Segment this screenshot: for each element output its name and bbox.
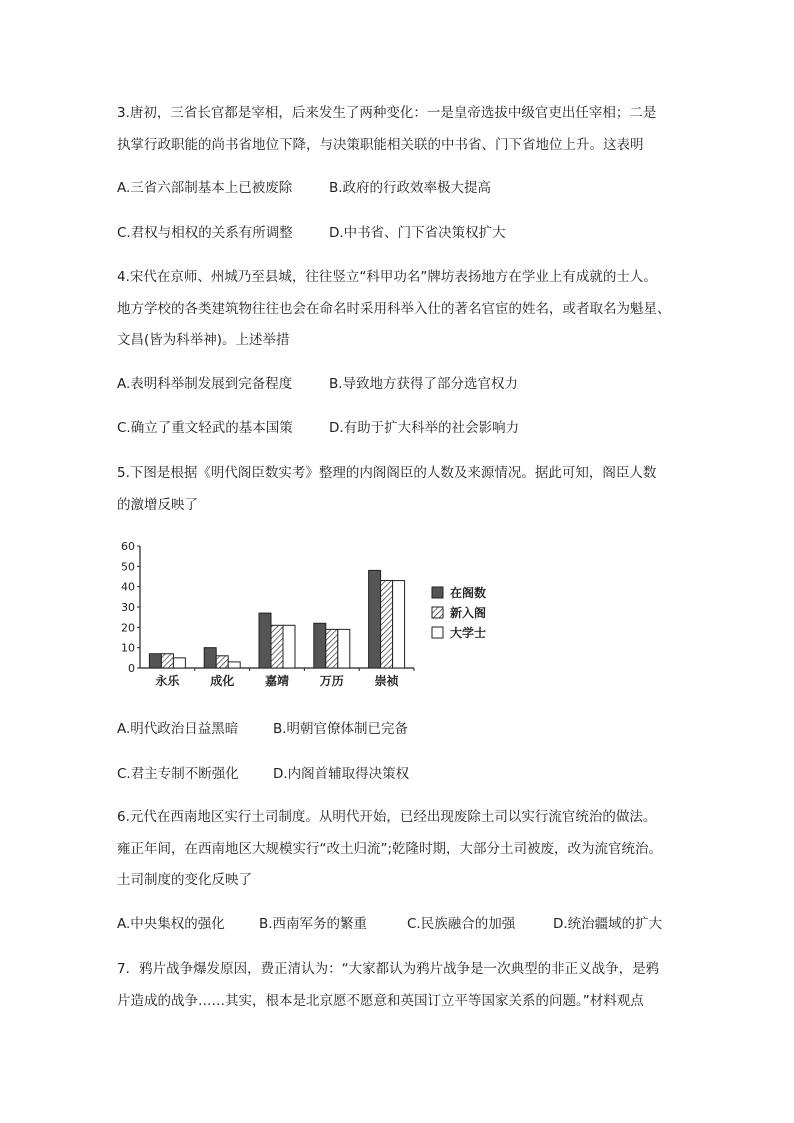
q6-stem-line-1: 6.元代在西南地区实行土司制度。从明代开始，已经出现废除土司以实行流官统治的做法。 [117,809,657,825]
y-tick-label: 60 [121,540,135,553]
y-tick-label: 50 [121,560,135,574]
q3-option-d: D.中书省、门下省决策权扩大 [329,225,506,241]
bar [369,570,381,668]
legend-label: 大学士 [450,626,487,640]
cabinet-members-bar-chart [112,537,512,693]
bar [283,625,295,668]
legend-swatch [432,607,443,618]
q6-option-d: D.统治疆域的扩大 [553,916,663,932]
q6-stem-line-2: 雍正年间，在西南地区大规模实行“改土归流”;乾隆时期，大部分土司被废，改为流官统治。 [117,841,663,857]
bar [173,658,185,668]
bar [271,625,283,668]
q5-option-c: C.君主专制不断强化 [117,766,239,782]
bar [204,648,216,668]
bar [161,654,173,668]
x-tick-label: 崇祯 [374,674,399,688]
q3-option-c: C.君权与相权的关系有所调整 [117,225,293,241]
legend-label: 在阁数 [450,586,487,600]
legend-swatch [432,587,443,598]
bar [259,613,271,668]
x-tick-label: 嘉靖 [264,674,290,688]
y-tick-label: 10 [121,641,135,655]
q3-option-a: A.三省六部制基本上已被废除 [117,180,293,196]
bar [381,581,393,668]
q5-option-b: B.明朝官僚体制已完备 [273,721,409,737]
bar [393,581,405,668]
q6-option-a: A.中央集权的强化 [117,916,225,932]
bar [149,654,161,668]
q6-option-c: C.民族融合的加强 [407,916,516,932]
q3-stem-line-1: 3.唐初，三省长官都是宰相，后来发生了两种变化：一是皇帝选拔中级官吏出任宰相；二是 [117,105,657,121]
legend-swatch [432,627,443,638]
q7-stem-line-1: 7．鸦片战争爆发原因，费正清认为：“大家都认为鸦片战争是一次典型的非正义战争，是鸦 [117,961,660,977]
q4-option-b: B.导致地方获得了部分选官权力 [329,376,519,392]
bar [326,629,338,668]
bar [338,629,350,668]
bar [314,623,326,668]
legend-label: 新入阁 [450,606,487,620]
q4-stem-line-1: 4.宋代在京师、州城乃至县城，往往竖立“科甲功名”牌坊表扬地方在学业上有成就的士人。 [117,269,657,285]
q5-option-d: D.内阁首辅取得决策权 [273,766,410,782]
y-tick-label: 0 [128,662,135,675]
x-tick-label: 永乐 [155,674,180,688]
q4-option-c: C.确立了重文轻武的基本国策 [117,420,293,436]
q4-option-d: D.有助于扩大科举的社会影响力 [329,420,520,436]
chart-legend [432,585,486,640]
q6-stem-line-3: 土司制度的变化反映了 [117,872,252,888]
q5-option-a: A.明代政治日益黑暗 [117,721,239,737]
q5-stem-line-1: 5.下图是根据《明代阁臣数实考》整理的内阁阁臣的人数及来源情况。据此可知，阁臣人数 [117,465,657,481]
y-tick-label: 20 [121,621,135,635]
x-tick-label: 成化 [210,674,235,688]
q7-stem-line-2: 片造成的战争……其实，根本是北京愿不愿意和英国订立平等国家关系的问题。”材料观点 [117,993,644,1009]
bar [216,656,228,668]
q4-stem-line-3: 文昌(皆为科举神)。上述举措 [117,332,290,348]
y-tick-label: 30 [121,601,135,614]
q4-option-a: A.表明科举制发展到完备程度 [117,376,293,392]
chart-bars [149,570,404,668]
q3-stem-line-2: 执掌行政职能的尚书省地位下降，与决策职能相关联的中书省、门下省地位上升。这表明 [117,137,644,153]
q3-option-b: B.政府的行政效率极大提高 [329,180,492,196]
x-tick-label: 万历 [319,674,344,688]
y-tick-label: 40 [121,580,135,594]
q4-stem-line-2: 地方学校的各类建筑物往往也会在命名时采用科举入仕的著名官宦的姓名，或者取名为魁星、 [117,301,671,317]
q6-option-b: B.西南军务的繁重 [259,916,368,932]
q5-stem-line-2: 的激增反映了 [117,497,198,513]
bar [228,662,240,668]
